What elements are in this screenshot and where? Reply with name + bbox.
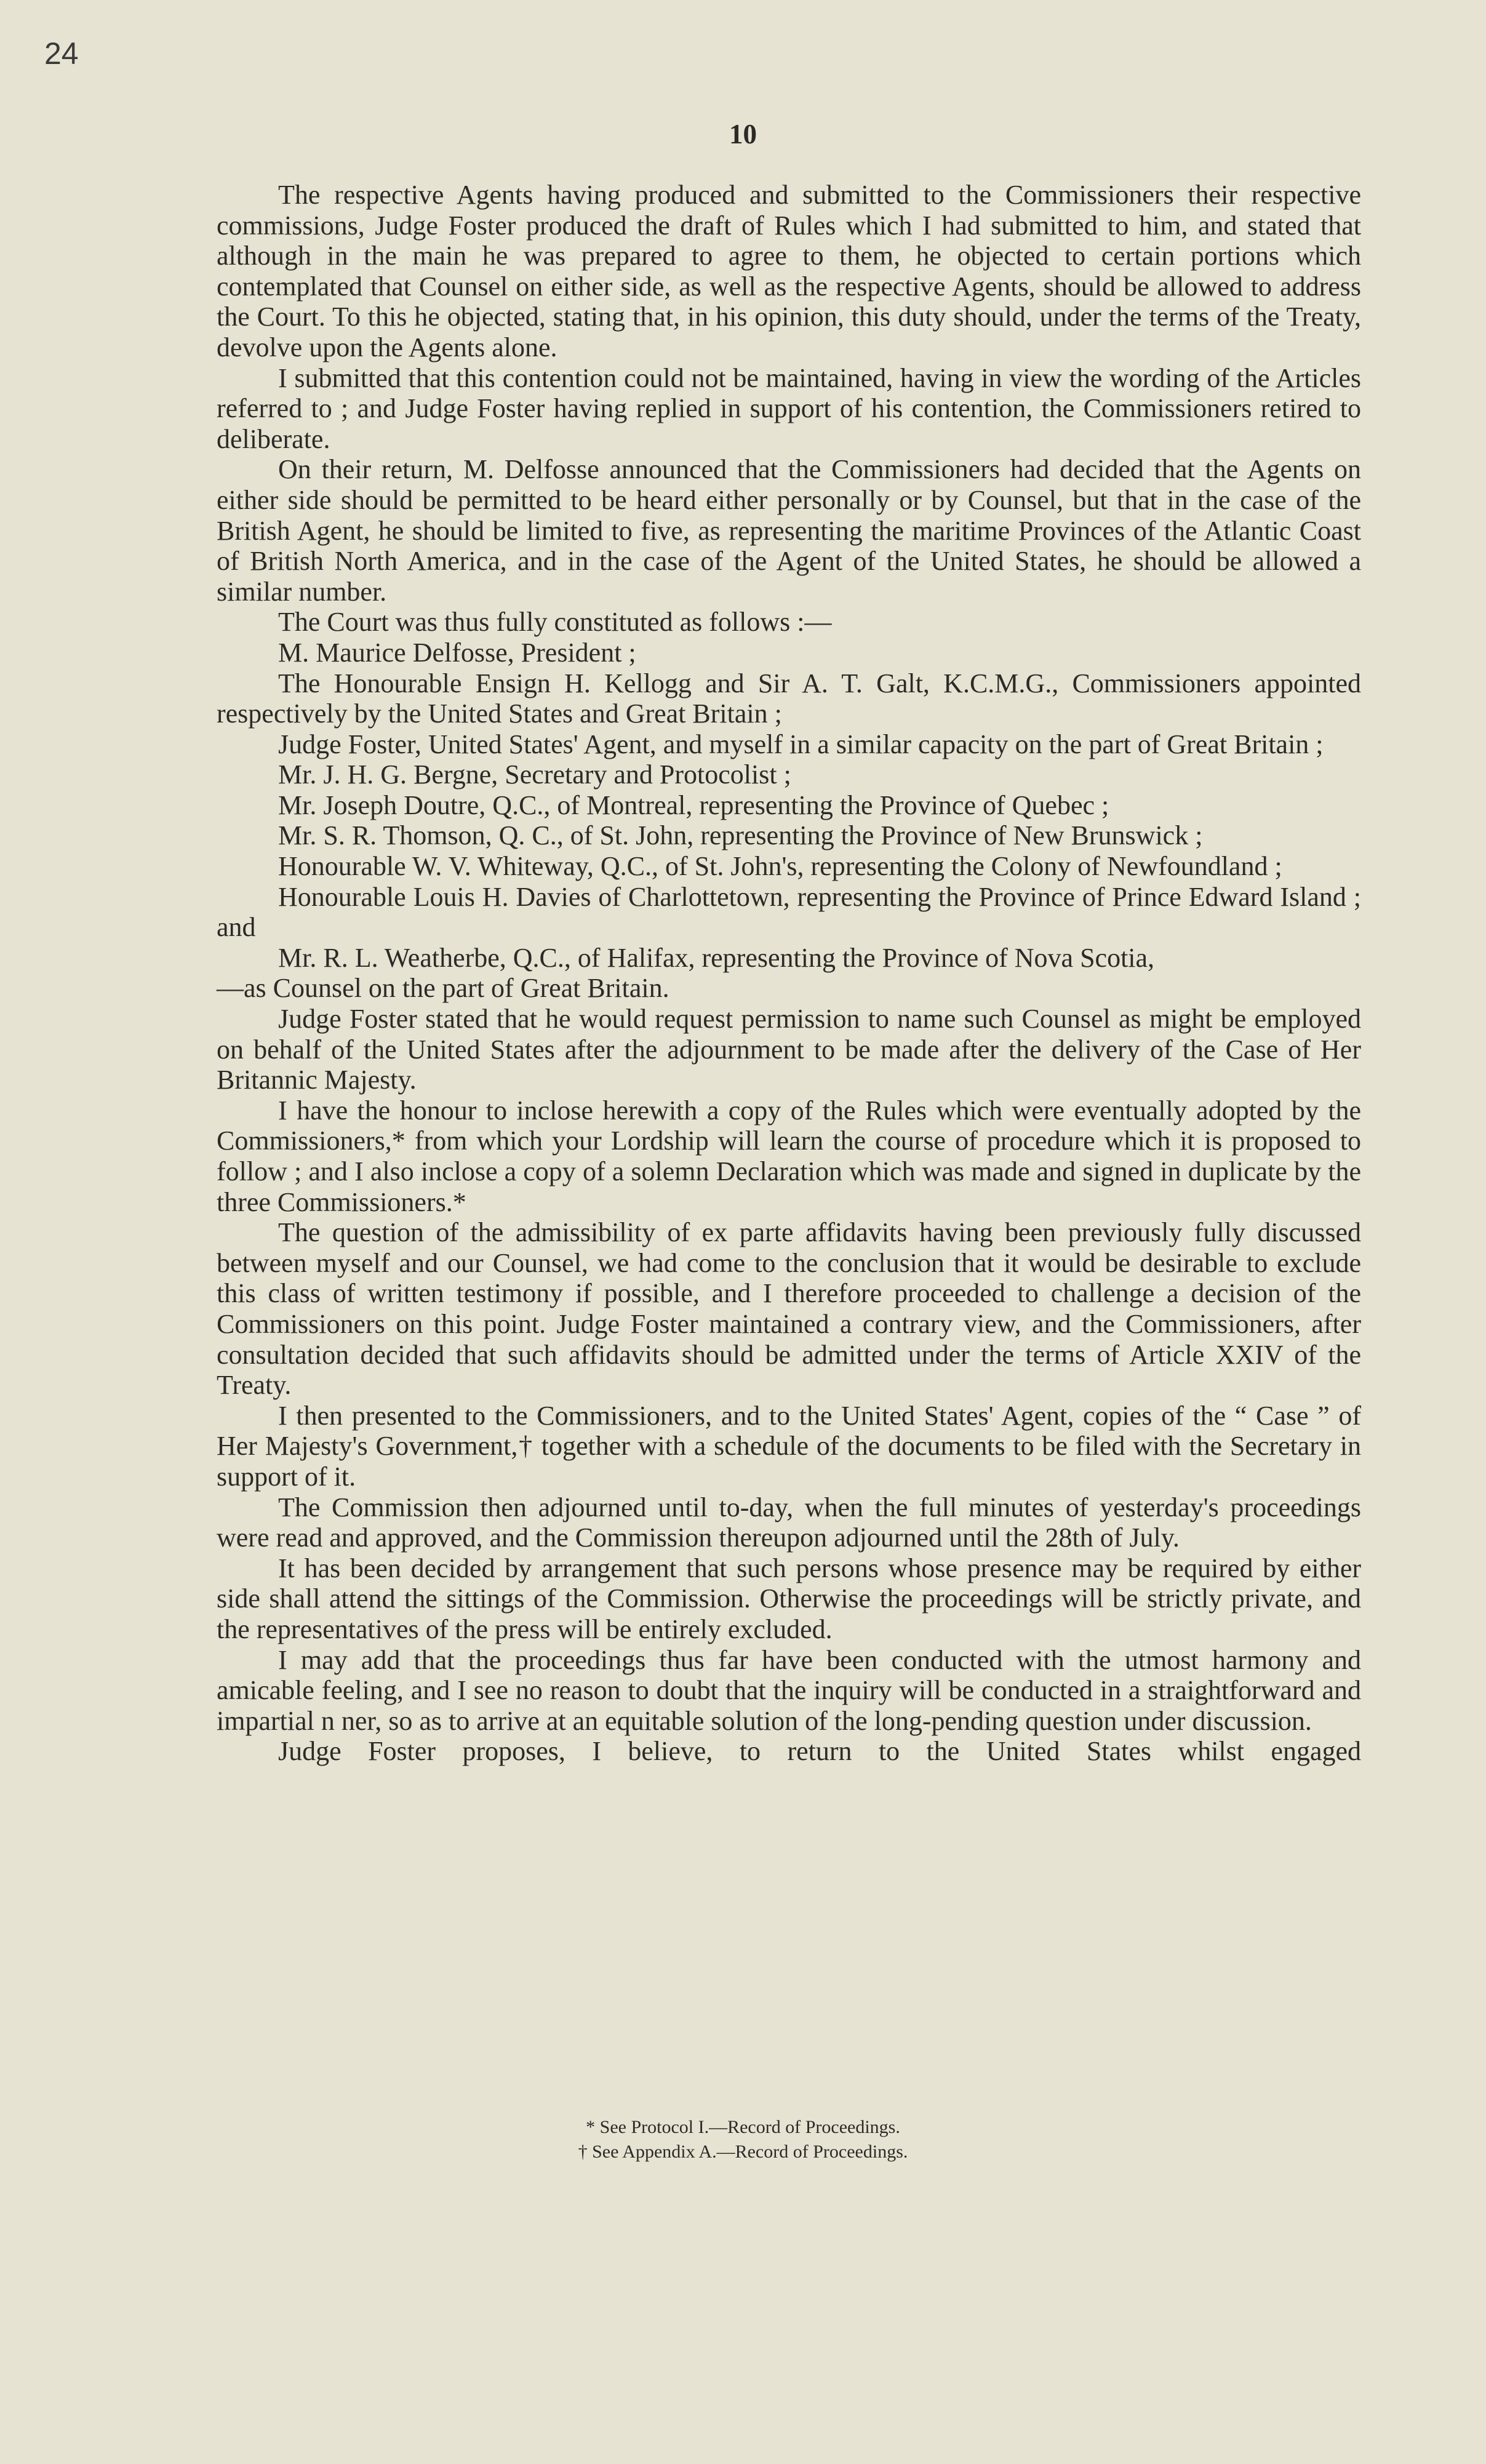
paragraph: Judge Foster stated that he would request permission to name such Counsel as might be employed on behalf of the United States after the adjournment to be made after the delivery of the Case of Her Britannic Majesty.	[217, 1004, 1361, 1095]
paragraph: The Court was thus fully constituted as follows :—	[278, 607, 832, 638]
paragraph: Mr. R. L. Weatherbe, Q.C., of Halifax, representing the Province of Nova Scotia,	[278, 942, 1155, 973]
paragraph: —as Counsel on the part of Great Britain.	[217, 973, 669, 1004]
paragraph: It has been decided by arrangement that such persons whose presence may be required by either side shall attend the sittings of the Commission. Otherwise the proceedings will be strictly private, and the representatives of the press will be entirely excluded.	[217, 1553, 1361, 1644]
paragraph: M. Maurice Delfosse, President ;	[278, 637, 636, 668]
paragraph: The Commission then adjourned until to-day, when the full minutes of yesterday's proceedings were read and approved, and the Commission thereupon adjourned until the 28th of July.	[217, 1492, 1361, 1553]
footnotes	[0, 2115, 1486, 2164]
footnote: * See Protocol I.—Record of Proceedings.	[586, 2117, 900, 2137]
paragraph: Mr. J. H. G. Bergne, Secretary and Protocolist ;	[278, 759, 791, 790]
archive-page-number: 24	[44, 36, 79, 71]
footnote: † See Appendix A.—Record of Proceedings.	[578, 2142, 908, 2162]
paragraph: I may add that the proceedings thus far have been conducted with the utmost harmony and amicable feeling, and I see no reason to doubt that the inquiry will be conducted in a straightforward and impartial n ner, so as to arrive at an equitable solution of the long-pending question under discussion.	[217, 1644, 1361, 1736]
paragraph: Honourable W. V. Whiteway, Q.C., of St. John's, representing the Colony of Newfoundland ;	[278, 851, 1282, 882]
body-text	[217, 180, 1361, 1767]
paragraph: I have the honour to inclose herewith a copy of the Rules which were eventually adopted by the Commissioners,* from which your Lordship will learn the course of procedure which it is proposed to follow ; and I also inclose a copy of a solemn Declaration which was made and signed in duplicate by the three Commissioners.*	[217, 1095, 1361, 1217]
paragraph: Judge Foster proposes, I believe, to return to the United States whilst engaged	[278, 1736, 1361, 1767]
paragraph: Honourable Louis H. Davies of Charlottetown, representing the Province of Prince Edward Island ; and	[217, 881, 1361, 943]
paragraph: The Honourable Ensign H. Kellogg and Sir A. T. Galt, K.C.M.G., Commissioners appointed respectively by the United States and Great Britain ;	[217, 668, 1361, 729]
printed-page-number: 10	[729, 119, 757, 150]
paragraph: I then presented to the Commissioners, and to the United States' Agent, copies of the “ Case ” of Her Majesty's Government,† together with a schedule of the documents to be filed with the Secretary in support of it.	[217, 1400, 1361, 1492]
paragraph: Judge Foster, United States' Agent, and myself in a similar capacity on the part of Great Britain ;	[278, 729, 1324, 759]
paragraph: The respective Agents having produced and submitted to the Commissioners their respective commissions, Judge Foster produced the draft of Rules which I had submitted to him, and stated that although in the main he was prepared to agree to them, he objected to certain portions which contemplated that Counsel on either side, as well as the respective Agents, should be allowed to address the Court. To this he objected, stating that, in his opinion, this duty should, under the terms of the Treaty, devolve upon the Agents alone.	[217, 180, 1361, 362]
paragraph: On their return, M. Delfosse announced that the Commissioners had decided that the Agents on either side should be permitted to be heard either personally or by Counsel, but that in the case of the British Agent, he should be limited to five, as representing the maritime Provinces of the Atlantic Coast of British North America, and in the case of the Agent of the United States, he should be allowed a similar number.	[217, 454, 1361, 607]
paragraph: I submitted that this contention could not be maintained, having in view the wording of the Articles referred to ; and Judge Foster having replied in support of his contention, the Commissioners retired to deliberate.	[217, 362, 1361, 454]
paragraph: The question of the admissibility of ex parte affidavits having been previously fully discussed between myself and our Counsel, we had come to the conclusion that it would be desirable to exclude this class of written testimony if possible, and I therefore proceeded to challenge a decision of the Commissioners on this point. Judge Foster maintained a contrary view, and the Commissioners, after consultation decided that such affidavits should be admitted under the terms of Article XXIV of the Treaty.	[217, 1217, 1361, 1401]
paragraph: Mr. S. R. Thomson, Q. C., of St. John, representing the Province of New Brunswick ;	[278, 820, 1203, 851]
paragraph: Mr. Joseph Doutre, Q.C., of Montreal, representing the Province of Quebec ;	[278, 790, 1109, 820]
